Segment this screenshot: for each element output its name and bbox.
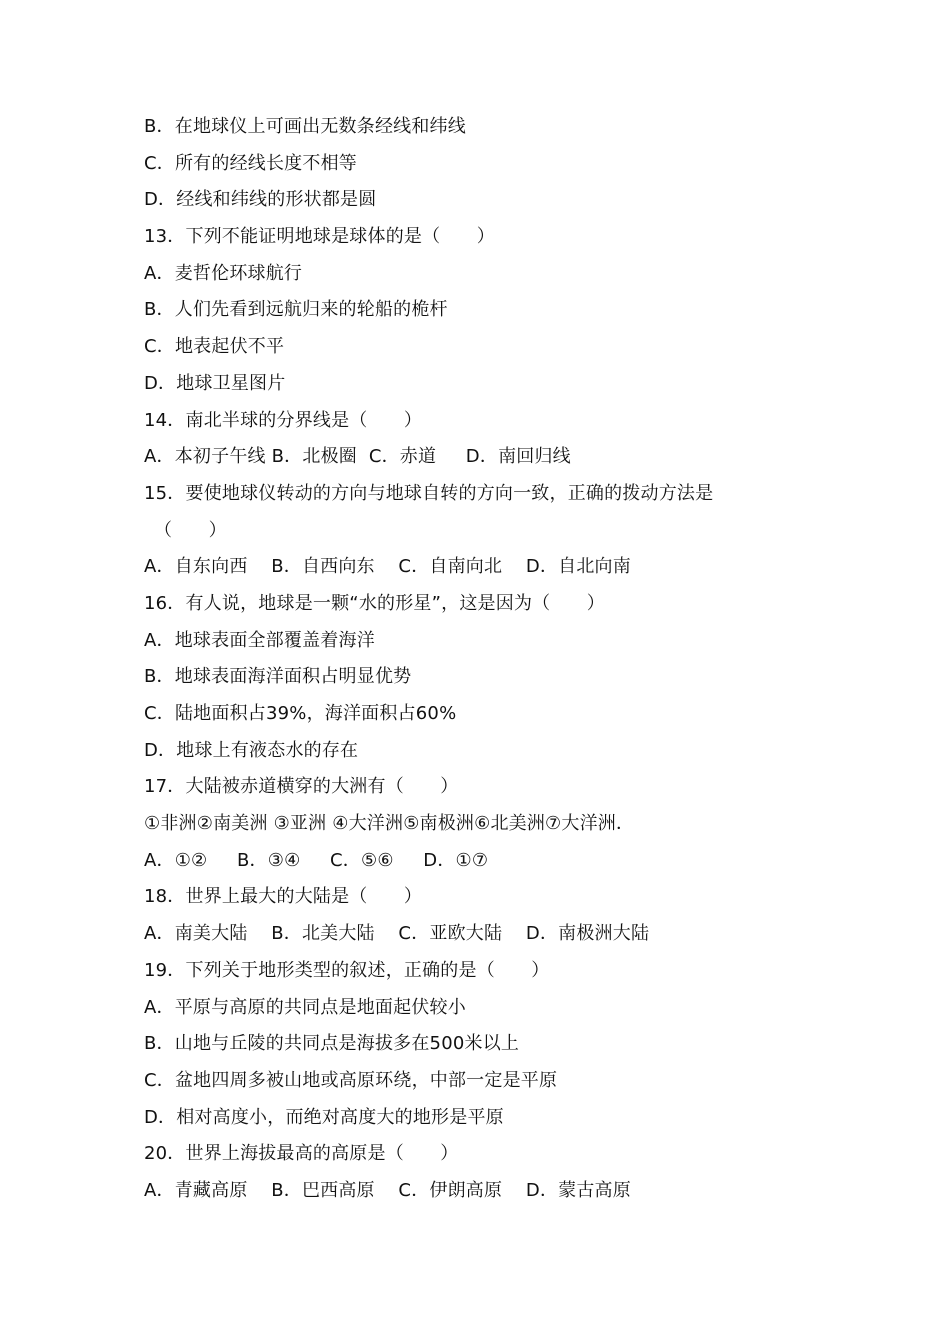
options-14: A．本初子午线 B．北极圈 C．赤道 D．南回归线: [144, 446, 571, 468]
option-12-c: C．所有的经线长度不相等: [144, 152, 357, 174]
question-14: 14．南北半球的分界线是（ ）: [144, 409, 423, 431]
option-19-a: A．平原与高原的共同点是地面起伏较小: [144, 996, 466, 1018]
option-19-c: C．盆地四周多被山地或高原环绕，中部一定是平原: [144, 1069, 558, 1091]
question-19: 19．下列关于地形类型的叙述，正确的是（ ）: [144, 959, 550, 981]
option-16-d: D．地球上有液态水的存在: [144, 739, 359, 761]
option-19-b: B．山地与丘陵的共同点是海拔多在500米以上: [144, 1033, 520, 1055]
question-17-list: ①非洲②南美洲 ③亚洲 ④大洋洲⑤南极洲⑥北美洲⑦大洋洲．: [144, 813, 635, 835]
option-12-d: D．经线和纬线的形状都是圆: [144, 189, 377, 211]
option-12-b: B．在地球仪上可画出无数条经线和纬线: [144, 116, 466, 137]
option-13-b: B．人们先看到远航归来的轮船的桅杆: [144, 299, 448, 321]
option-13-d: D．地球卫星图片: [144, 372, 286, 394]
options-18: A．南美大陆 B．北美大陆 C．亚欧大陆 D．南极洲大陆: [144, 923, 650, 945]
question-17: 17．大陆被赤道横穿的大洲有（ ）: [144, 776, 459, 798]
question-list: [144, 109, 824, 1210]
option-13-c: C．地表起伏不平: [144, 336, 285, 358]
option-13-a: A．麦哲伦环球航行: [144, 262, 303, 284]
options-17: A．①② B．③④ C．⑤⑥ D．①⑦: [144, 849, 489, 871]
question-15-continuation: （ ）: [154, 519, 227, 541]
option-16-a: A．地球表面全部覆盖着海洋: [144, 629, 375, 651]
question-16: 16．有人说，地球是一颗“水的形星”，这是因为（ ）: [144, 592, 605, 614]
option-16-c: C．陆地面积占39%，海洋面积占60%: [144, 703, 457, 724]
question-13: 13．下列不能证明地球是球体的是（ ）: [144, 226, 495, 248]
question-15: 15．要使地球仪转动的方向与地球自转的方向一致，正确的拨动方法是: [144, 482, 714, 504]
options-15: A．自东向西 B．自西向东 C．自南向北 D．自北向南: [144, 556, 631, 578]
option-16-b: B．地球表面海洋面积占明显优势: [144, 666, 412, 688]
question-20: 20．世界上海拔最高的高原是（ ）: [144, 1143, 459, 1165]
question-18: 18．世界上最大的大陆是（ ）: [144, 886, 423, 908]
option-19-d: D．相对高度小，而绝对高度大的地形是平原: [144, 1106, 504, 1128]
options-20: A．青藏高原 B．巴西高原 C．伊朗高原 D．蒙古高原: [144, 1179, 631, 1201]
